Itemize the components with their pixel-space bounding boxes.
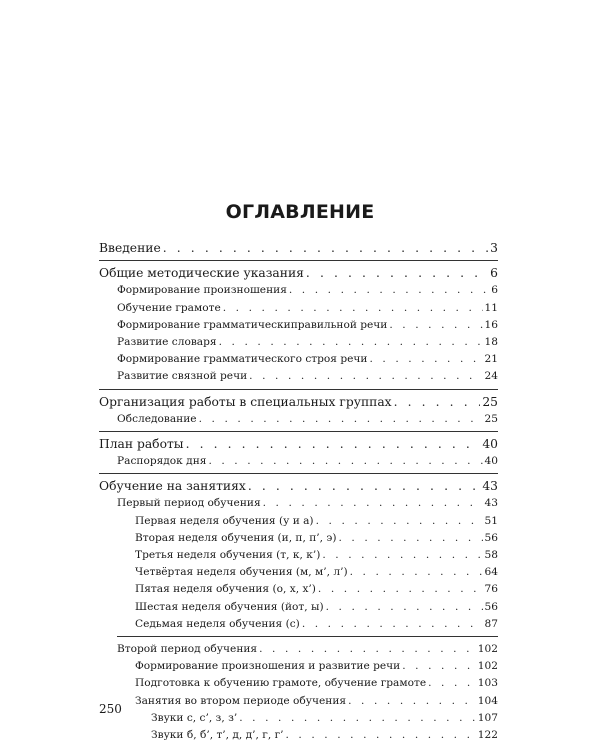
- section-divider: [99, 260, 498, 261]
- dot-leader: [389, 317, 482, 334]
- dot-leader: [163, 240, 488, 257]
- page-title: ОГЛАВЛЕНИЕ: [225, 201, 375, 223]
- toc-entry-label: Пятая неделя обучения (о, х, х’): [135, 583, 316, 596]
- toc-entry-page: 107: [477, 711, 498, 724]
- toc-entry-label: Звуки б, б’, т’, д, д’, г, г’: [151, 728, 284, 741]
- table-of-contents: [99, 240, 498, 744]
- dot-leader: [428, 675, 476, 692]
- dot-leader: [322, 547, 482, 564]
- dot-leader: [249, 368, 482, 385]
- toc-entry-page: 51: [484, 514, 498, 527]
- toc-entry-page: 11: [484, 301, 498, 314]
- toc-entry[interactable]: [99, 478, 498, 495]
- toc-entry-label: Третья неделя обучения (т, к, к’): [135, 549, 321, 561]
- dot-leader: [239, 710, 476, 727]
- toc-entry-label: Первый период обучения: [117, 497, 261, 510]
- toc-entry-page: 104: [477, 694, 498, 707]
- toc-entry[interactable]: [99, 282, 498, 299]
- toc-entry[interactable]: [99, 727, 498, 744]
- toc-entry[interactable]: [99, 453, 498, 470]
- toc-entry-label: Вторая неделя обучения (и, п, п’, э): [135, 531, 337, 544]
- toc-entry[interactable]: [99, 436, 498, 453]
- dot-leader: [289, 282, 489, 299]
- toc-entry[interactable]: [99, 658, 498, 675]
- toc-entry-page: 6: [490, 266, 498, 281]
- toc-entry-label: Обследование: [117, 412, 197, 425]
- toc-entry-label: Формирование грамматического строя речи: [117, 353, 368, 366]
- dot-leader: [318, 581, 483, 598]
- toc-entry-page: 6: [491, 284, 498, 297]
- toc-entry-label: Первая неделя обучения (у и а): [135, 514, 314, 527]
- dot-leader: [208, 453, 482, 470]
- toc-entry[interactable]: [99, 530, 498, 547]
- toc-entry-page: 102: [477, 660, 498, 673]
- dot-leader: [199, 411, 483, 428]
- toc-entry-page: 43: [482, 479, 498, 494]
- toc-entry[interactable]: [99, 616, 498, 633]
- toc-entry[interactable]: [99, 300, 498, 317]
- toc-entry[interactable]: [99, 394, 498, 411]
- dot-leader: [326, 599, 483, 616]
- toc-entry[interactable]: [99, 547, 498, 564]
- toc-entry-label: Развитие связной речи: [117, 370, 248, 383]
- toc-entry-label: Четвёртая неделя обучения (м, м’, л’): [135, 566, 348, 579]
- toc-entry[interactable]: [99, 641, 498, 658]
- toc-entry-page: 24: [484, 370, 498, 383]
- dot-leader: [306, 265, 488, 282]
- toc-entry-page: 43: [484, 497, 498, 510]
- toc-entry[interactable]: [99, 317, 498, 334]
- toc-entry-label: Обучение грамоте: [117, 301, 221, 314]
- toc-entry[interactable]: [99, 564, 498, 581]
- toc-entry-label: Формирование грамматическиправильной речи: [117, 318, 388, 331]
- toc-entry[interactable]: [99, 334, 498, 351]
- toc-entry-label: Формирование произношения: [117, 284, 287, 297]
- dot-leader: [348, 693, 476, 710]
- toc-entry[interactable]: [99, 710, 498, 727]
- dot-leader: [286, 727, 476, 744]
- dot-leader: [369, 351, 482, 368]
- dot-leader: [402, 658, 476, 675]
- toc-entry-label: Формирование произношения и развитие речи: [135, 660, 401, 673]
- toc-entry-page: 21: [484, 353, 498, 366]
- toc-entry-label: Обучение на занятиях: [99, 479, 246, 494]
- toc-entry-page: 25: [484, 412, 498, 425]
- toc-entry-label: Седьмая неделя обучения (с): [135, 617, 300, 630]
- dot-leader: [223, 300, 483, 317]
- toc-entry-page: 18: [484, 335, 498, 348]
- toc-entry[interactable]: [99, 495, 498, 512]
- toc-entry[interactable]: [99, 368, 498, 385]
- toc-entry-label: Общие методические указания: [99, 266, 304, 281]
- toc-entry-label: Второй период обучения: [117, 642, 258, 655]
- toc-entry-page: 64: [484, 566, 498, 579]
- toc-entry-label: Развитие словаря: [117, 335, 217, 348]
- dot-leader: [316, 513, 483, 530]
- toc-entry[interactable]: [99, 599, 498, 616]
- toc-entry-page: 56: [484, 531, 498, 544]
- section-divider: [117, 636, 498, 637]
- section-divider: [99, 473, 498, 474]
- toc-entry-page: 103: [477, 677, 498, 690]
- toc-entry-page: 3: [490, 241, 498, 255]
- dot-leader: [186, 436, 481, 453]
- section-divider: [99, 389, 498, 390]
- toc-entry[interactable]: [99, 581, 498, 598]
- page-number: 250: [99, 702, 122, 716]
- toc-entry-label: Звуки с, с’, з, з’: [151, 711, 238, 724]
- toc-entry-page: 40: [482, 436, 498, 451]
- toc-entry-page: 56: [484, 600, 498, 613]
- toc-entry-label: Подготовка к обучению грамоте, обучение грамоте: [135, 677, 427, 690]
- toc-entry-label: Введение: [99, 241, 161, 255]
- toc-entry[interactable]: [99, 675, 498, 692]
- toc-entry-page: 16: [484, 318, 498, 331]
- toc-entry-page: 102: [477, 642, 498, 655]
- toc-entry-page: 40: [484, 455, 498, 468]
- toc-entry-label: План работы: [99, 436, 184, 451]
- toc-entry[interactable]: [99, 240, 498, 257]
- toc-entry-page: 87: [484, 617, 498, 630]
- toc-entry-label: Организация работы в специальных группах: [99, 394, 392, 409]
- toc-entry-page: 122: [477, 728, 498, 741]
- toc-entry-page: 58: [484, 549, 498, 561]
- toc-entry-page: 76: [484, 583, 498, 596]
- dot-leader: [263, 495, 483, 512]
- dot-leader: [259, 641, 476, 658]
- dot-leader: [302, 616, 483, 633]
- section-divider: [99, 431, 498, 432]
- toc-entry[interactable]: [99, 265, 498, 282]
- toc-entry[interactable]: [99, 351, 498, 368]
- dot-leader: [219, 334, 483, 351]
- toc-entry-label: Занятия во втором периоде обучения: [135, 694, 347, 707]
- toc-entry[interactable]: [99, 693, 498, 710]
- dot-leader: [248, 478, 481, 495]
- toc-entry[interactable]: [99, 411, 498, 428]
- toc-entry[interactable]: [99, 513, 498, 530]
- dot-leader: [338, 530, 482, 547]
- toc-entry-label: Шестая неделя обучения (йот, ы): [135, 600, 324, 613]
- dot-leader: [394, 394, 481, 411]
- dot-leader: [350, 564, 483, 581]
- toc-entry-label: Распорядок дня: [117, 455, 207, 468]
- toc-entry-page: 25: [482, 394, 498, 409]
